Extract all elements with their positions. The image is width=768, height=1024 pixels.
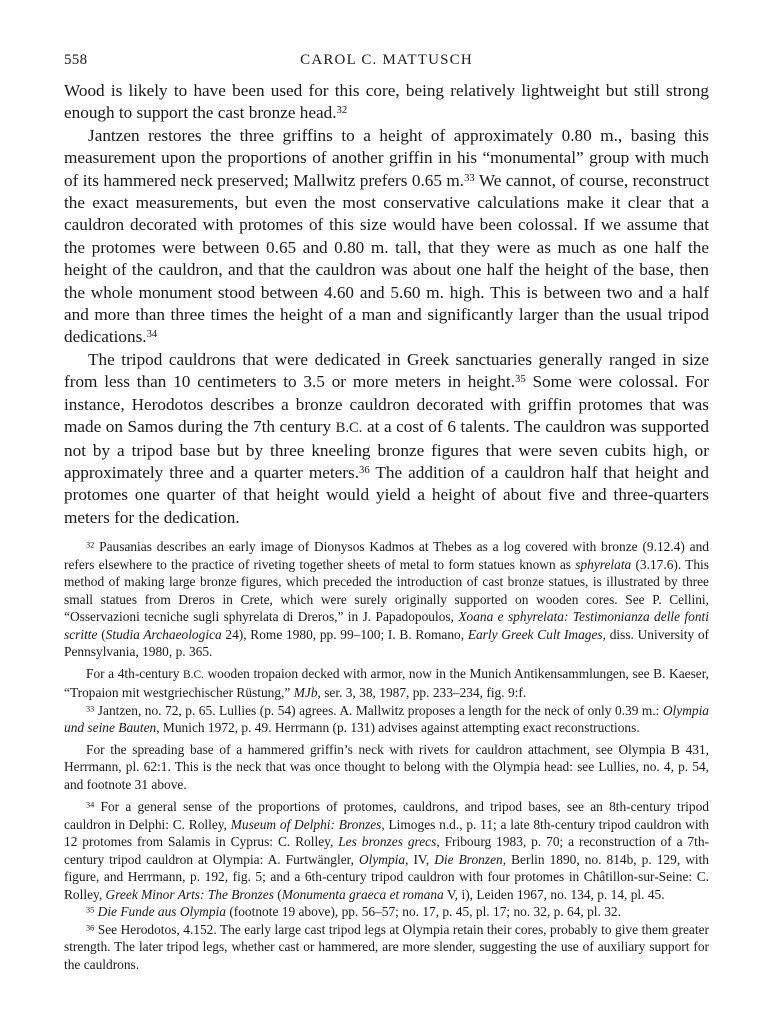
footnote-36: $^{36}$ See Herodotos, 4.152. The early large cast tripod legs at Olympia retain their cores, probably to give them greater strength. The later tripod legs, whether cast or hammered, are more slender, suggesting the use of auxiliary support for the cauldrons. [64,921,709,972]
footnote-33: $^{33}$ Jantzen, no. 72, p. 65. Lullies (p. 54) agrees. A. Mallwitz proposes a length for the neck of only 0.39 m.: Olympia und seine Bauten, Munich 1972, p. 49. Herrmann (p. 131) advises against attempting exact reconstructions. [64,702,709,736]
footnote-ref-35[interactable]: 35 [515,374,526,386]
footnote-32-continued: For a 4th-century B.C. wooden tropaion decked with armor, now in the Munich Antikensammlungen, see B. Kaeser, “Tropaion mit westgriechischer Rüstung,” MJb, ser. 3, 38, 1987, pp. 233–234, fig. 9:f. [64,665,710,701]
paragraph-1: Wood is likely to have been used for this core, being relatively lightweight but still strong enough to support the cast bronze head.$^{32}$ [64,81,709,123]
footnote-35: $^{35}$ Die Funde aus Olympia (footnote 19 above), pp. 56–57; no. 17, p. 45, pl. 17; no. 32, p. 64, pl. 32. [86,904,621,920]
footnote-32: $^{32}$ Pausanias describes an early image of Dionysos Kadmos at Thebes as a log covered with bronze (9.12.4) and refers elsewhere to the practice of riveting together sheets of metal to form statues known as sphyrelata (3.17.6). This method of making large bronze figures, which preceded the introduction of cast bronze statues, is illustrated by three small statues from Dreros in Crete, which were surely originally supported on wooden cores. See P. Cellini, “Osservazioni tecniche sugli sphyrelata di Dreros,” in J. Papadopoulos, Xoana e sphyrelata: Testimonianza delle fonti scritte (Studia Archaeologica 24), Rome 1980, pp. 99–100; I. B. Romano, Early Greek Cult Images, diss. University of Pennsylvania, 1980, p. 365. [64,539,709,660]
page [64,52,709,973]
footnote-ref-36[interactable]: 36 [359,465,370,477]
footnote-ref-32[interactable]: 32 [336,105,348,117]
footnotes [64,538,709,973]
paragraph-2: Jantzen restores the three griffins to a height of approximately 0.80 m., basing this measurement upon the proportions of another griffin in his “monumental” group with much of its hammered neck preserved; Mallwitz prefers 0.65 m.$^{33}$ We cannot, of course, reconstruct the exact measurements, but even the most conservative calculations make it clear that a cauldron decorated with protomes of this size would have been colossal. If we assume that the protomes were between 0.65 and 0.80 m. tall, that they were as much as one half the height of the cauldron, and that the cauldron was about one half the height of the base, then the whole monument stood between 4.60 and 5.60 m. high. This is between two and a half and more than three times the height of a man and significantly larger than the usual tripod dedications.$^{34}$ [64,125,709,347]
footnote-33-continued: For the spreading base of a hammered griffin’s neck with rivets for cauldron attachment, see Olympia B 431, Herrmann, pl. 62:1. This is the neck that was once thought to belong with the Olympia head: see Lullies, no. 4, p. 54, and footnote 31 above. [64,741,709,792]
running-head [64,52,709,80]
footnote-ref-33[interactable]: 33 [464,172,475,184]
footnote-34: $^{34}$ For a general sense of the proportions of protomes, cauldrons, and tripod bases, see an 8th-century tripod cauldron in Delphi: C. Rolley, Museum of Delphi: Bronzes, Limoges n.d., p. 11; a late 8th-century tripod cauldron with 12 protomes from Salamis in Cyprus: C. Rolley, Les bronzes grecs, Fribourg 1983, p. 70; a reconstruction of a 7th-century tripod cauldron at Olympia: A. Furtwängler, Olympia, IV, Die Bronzen, Berlin 1890, no. 814b, p. 129, with figure, and Herrmann, p. 192, fig. 5; and a 6th-century tripod cauldron with four protomes in Châtillon-sur-Seine: C. Rolley, Greek Minor Arts: The Bronzes (Monumenta graeca et romana V, i), Leiden 1967, no. 134, p. 14, pl. 45. [64,799,709,902]
body-text [64,80,709,529]
running-head-author: CAROL C. MATTUSCH [300,52,473,68]
paragraph-3: The tripod cauldrons that were dedicated in Greek sanctuaries generally ranged in size from less than 10 centimeters to 3.5 or more meters in height.$^{35}$ Some were colossal. For instance, Herodotos describes a bronze cauldron decorated with griffin protomes that was made on Samos during the 7th century B.C. at a cost of 6 talents. The cauldron was supported not by a tripod base but by three kneeling bronze figures that were seven cubits high, or approximately three and a quarter meters.$^{36}$ The addition of a cauldron half that height and protomes one quarter of that height would yield a height of about five and three-quarters meters for the dedication. [64,349,709,527]
page-number: 558 [64,52,88,68]
footnote-ref-34[interactable]: 34 [146,329,158,341]
